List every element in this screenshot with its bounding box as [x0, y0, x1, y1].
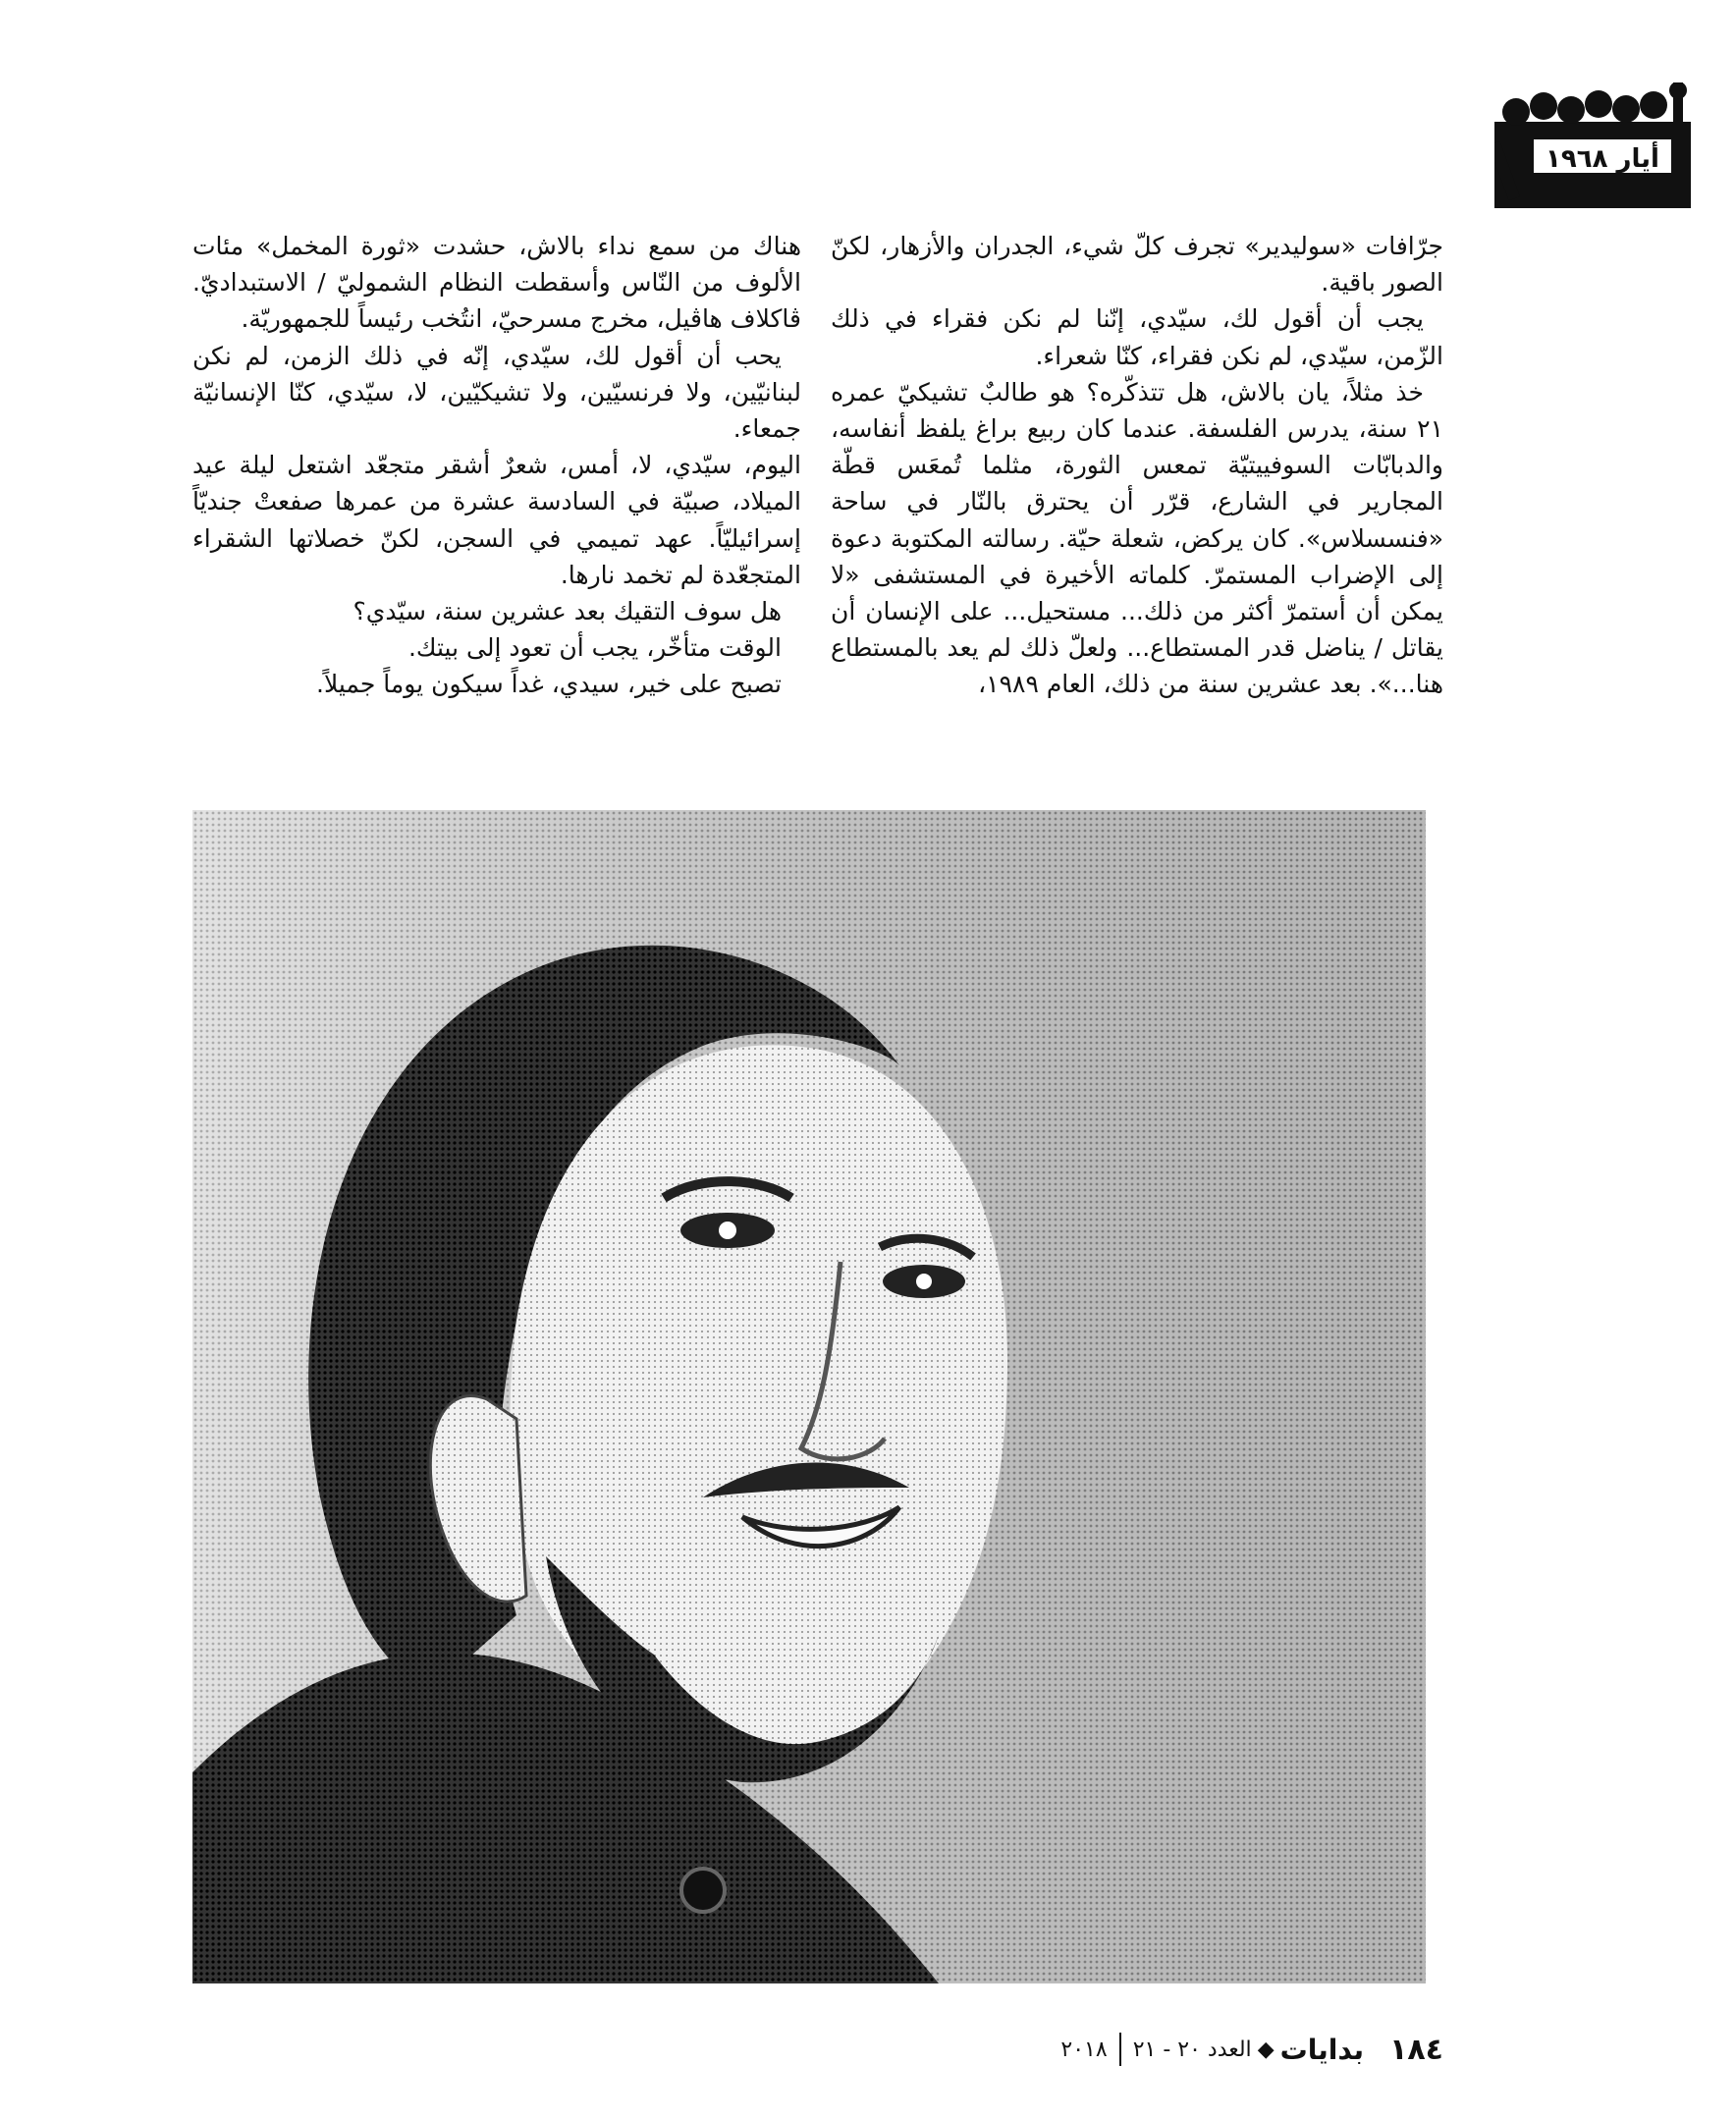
logo-title: أيار ١٩٦٨ — [1546, 144, 1659, 174]
article-column-right — [831, 228, 1443, 703]
paragraph: هل سوف التقيك بعد عشرين سنة، سيّدي؟ — [353, 597, 782, 626]
issue-year: ٢٠١٨ — [1060, 2037, 1108, 2062]
portrait-photo — [192, 810, 1426, 1983]
silhouette-crowd-icon — [1494, 82, 1691, 208]
article-column-left — [192, 228, 801, 703]
paragraph: يجب أن أقول لك، سيّدي، إنّنا لم نكن فقراء في ذلك الزّمن، سيّدي، لم نكن فقراء، كنّا شعراء. — [831, 304, 1443, 370]
magazine-name: بدايات — [1279, 2033, 1365, 2066]
issue-number: العدد ٢٠ - ٢١ — [1132, 2037, 1252, 2062]
paragraph: الوقت متأخّر، يجب أن تعود إلى بيتك. — [407, 633, 782, 663]
page-footer — [982, 2028, 1443, 2071]
section-logo — [1494, 82, 1691, 208]
paragraph: اليوم، سيّدي، لا، أمس، شعرٌ أشقر متجعّد اشتعل ليلة عيد الميلاد، صبيّة في السادسة عشرة من عمرها صفعتْ جنديّاً إسرائيليّاً. عهد تميمي في السجن، لكنّ خصلاتها الشقراء المتجعّدة لم تخمد نارها. — [192, 451, 801, 589]
diamond-icon: ◆ — [1257, 2037, 1275, 2062]
paragraph: يحب أن أقول لك، سيّدي، إنّه في ذلك الزمن، لم نكن لبنانيّين، ولا فرنسيّين، ولا تشيكيّين، لا، سيّدي، كنّا الإنسانيّة جمعاء. — [192, 341, 801, 444]
paragraph: جرّافات «سوليدير» تجرف كلّ شيء، الجدران والأزهار، لكنّ الصور باقية. — [831, 232, 1443, 298]
page-number: ١٨٤ — [1389, 2032, 1443, 2067]
footer-divider — [1119, 2033, 1121, 2066]
paragraph: هناك من سمع نداء بالاش، حشدت «ثورة المخمل» مئات الألوف من النّاس وأسقطت النظام الشموليّ / الاستبداديّ. ڤاكلاف هاڤيل، مخرج مسرحيّ، انتُخب رئيساً للجمهوريّة. — [192, 232, 801, 334]
paragraph: خذ مثلاً، يان بالاش، هل تتذكّره؟ هو طالبٌ تشيكيّ عمره ٢١ سنة، يدرس الفلسفة. عندما كان ربيع براغ يلفظ أنفاسه، والدبابّات السوفييتيّة تمعس الثورة، مثلما تُمعَس قطّة المجارير في الشارع، قرّر أن يحترق بالنّار في ساحة «فنسسلاس». كان يركض، شعلة حيّة. رسالته المكتوبة دعوة إلى الإضراب المستمرّ. كلماته الأخيرة في المستشفى «لا يمكن أن أستمرّ أكثر من ذلك... مستحيل... على الإنسان أن يقاتل / يناضل قدر المستطاع... ولعلّ ذلك لم يعد بالمستطاع هنا...». بعد عشرين سنة من ذلك، العام ١٩٨٩، — [831, 377, 1443, 699]
paragraph: تصبح على خير، سيدي، غداً سيكون يوماً جميلاً. — [316, 670, 782, 699]
portrait-image — [192, 810, 1426, 1983]
